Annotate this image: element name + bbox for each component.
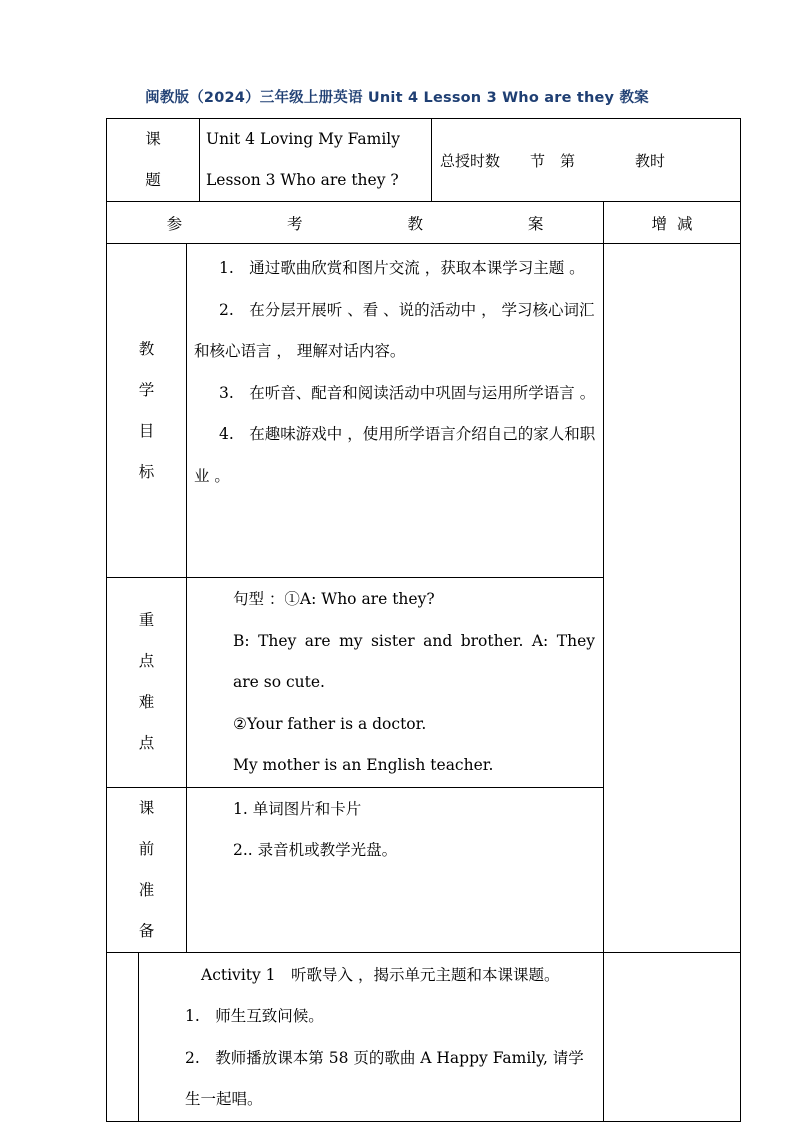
lesson-plan-table bbox=[106, 118, 741, 1122]
activity-row bbox=[107, 952, 741, 1121]
activity-step: 2. 教师播放课本第 58 页的歌曲 A Happy Family, 请学生一起唱。 bbox=[185, 1048, 584, 1108]
preparation-line: 2.. 录音机或教学光盘。 bbox=[233, 841, 398, 859]
key-points-cell bbox=[187, 578, 604, 788]
objectives-row bbox=[107, 244, 741, 578]
activity-step: 1. 师生互致问候。 bbox=[185, 1007, 324, 1025]
topic-label: 课 题 bbox=[145, 130, 185, 189]
preparation-label-top: 课 前 bbox=[138, 798, 179, 858]
topic-unit: Unit 4 Loving My Family bbox=[206, 130, 400, 148]
activity-cell bbox=[139, 952, 604, 1121]
objectives-label-bottom: 目 标 bbox=[138, 421, 179, 481]
total-hours-cell: 总授时数 节 第 教时 bbox=[432, 119, 741, 202]
key-points-label-top: 重 点 bbox=[138, 611, 179, 671]
objectives-cell bbox=[187, 244, 604, 578]
objective-item: 1. 通过歌曲欣赏和图片交流 ，获取本课学习主题 。 bbox=[219, 259, 585, 277]
activity-heading: Activity 1 听歌导入 ，揭示单元主题和本课课题。 bbox=[201, 965, 560, 984]
key-point-line: My mother is an English teacher. bbox=[233, 756, 494, 774]
topic-cell bbox=[200, 119, 432, 202]
preparation-line: 1. 单词图片和卡片 bbox=[233, 799, 362, 818]
reference-plan-label: 参 考 教 案 bbox=[166, 214, 594, 233]
topic-label-cell bbox=[107, 119, 200, 202]
column-header-row bbox=[107, 202, 741, 244]
activity-adjust-cell bbox=[604, 952, 741, 1121]
key-point-line: B: They are my sister and brother. A: They are so cute. bbox=[233, 631, 595, 691]
key-points-label-cell bbox=[107, 578, 187, 788]
reference-plan-header bbox=[107, 202, 604, 244]
topic-row bbox=[107, 119, 741, 202]
adjust-header bbox=[604, 202, 741, 244]
objectives-label-cell bbox=[107, 244, 187, 578]
activity-margin-cell bbox=[107, 952, 139, 1121]
objective-item: 2. 在分层开展听 、看 、说的活动中 ， 学习核心词汇和核心语言 ， 理解对话内容。 bbox=[194, 300, 595, 360]
adjust-label: 增减 bbox=[651, 214, 703, 233]
topic-lesson: Lesson 3 Who are they ? bbox=[206, 171, 399, 189]
key-point-line: ②Your father is a doctor. bbox=[233, 714, 427, 733]
adjust-cell bbox=[604, 244, 741, 953]
objective-item: 3. 在听音、配音和阅读活动中巩固与运用所学语言 。 bbox=[219, 383, 596, 402]
document-title: 闽教版（2024）三年级上册英语 Unit 4 Lesson 3 Who are they 教案 bbox=[145, 90, 649, 106]
preparation-label-cell bbox=[107, 787, 187, 952]
preparation-cell bbox=[187, 787, 604, 952]
key-point-line: 句型 ：①A: Who are they? bbox=[233, 590, 435, 608]
preparation-label-bottom: 准 备 bbox=[138, 880, 179, 940]
objectives-label-top: 教 学 bbox=[138, 339, 179, 399]
objective-item: 4. 在趣味游戏中 ，使用所学语言介绍自己的家人和职业 。 bbox=[194, 425, 596, 485]
key-points-label-bottom: 难 点 bbox=[138, 693, 179, 753]
